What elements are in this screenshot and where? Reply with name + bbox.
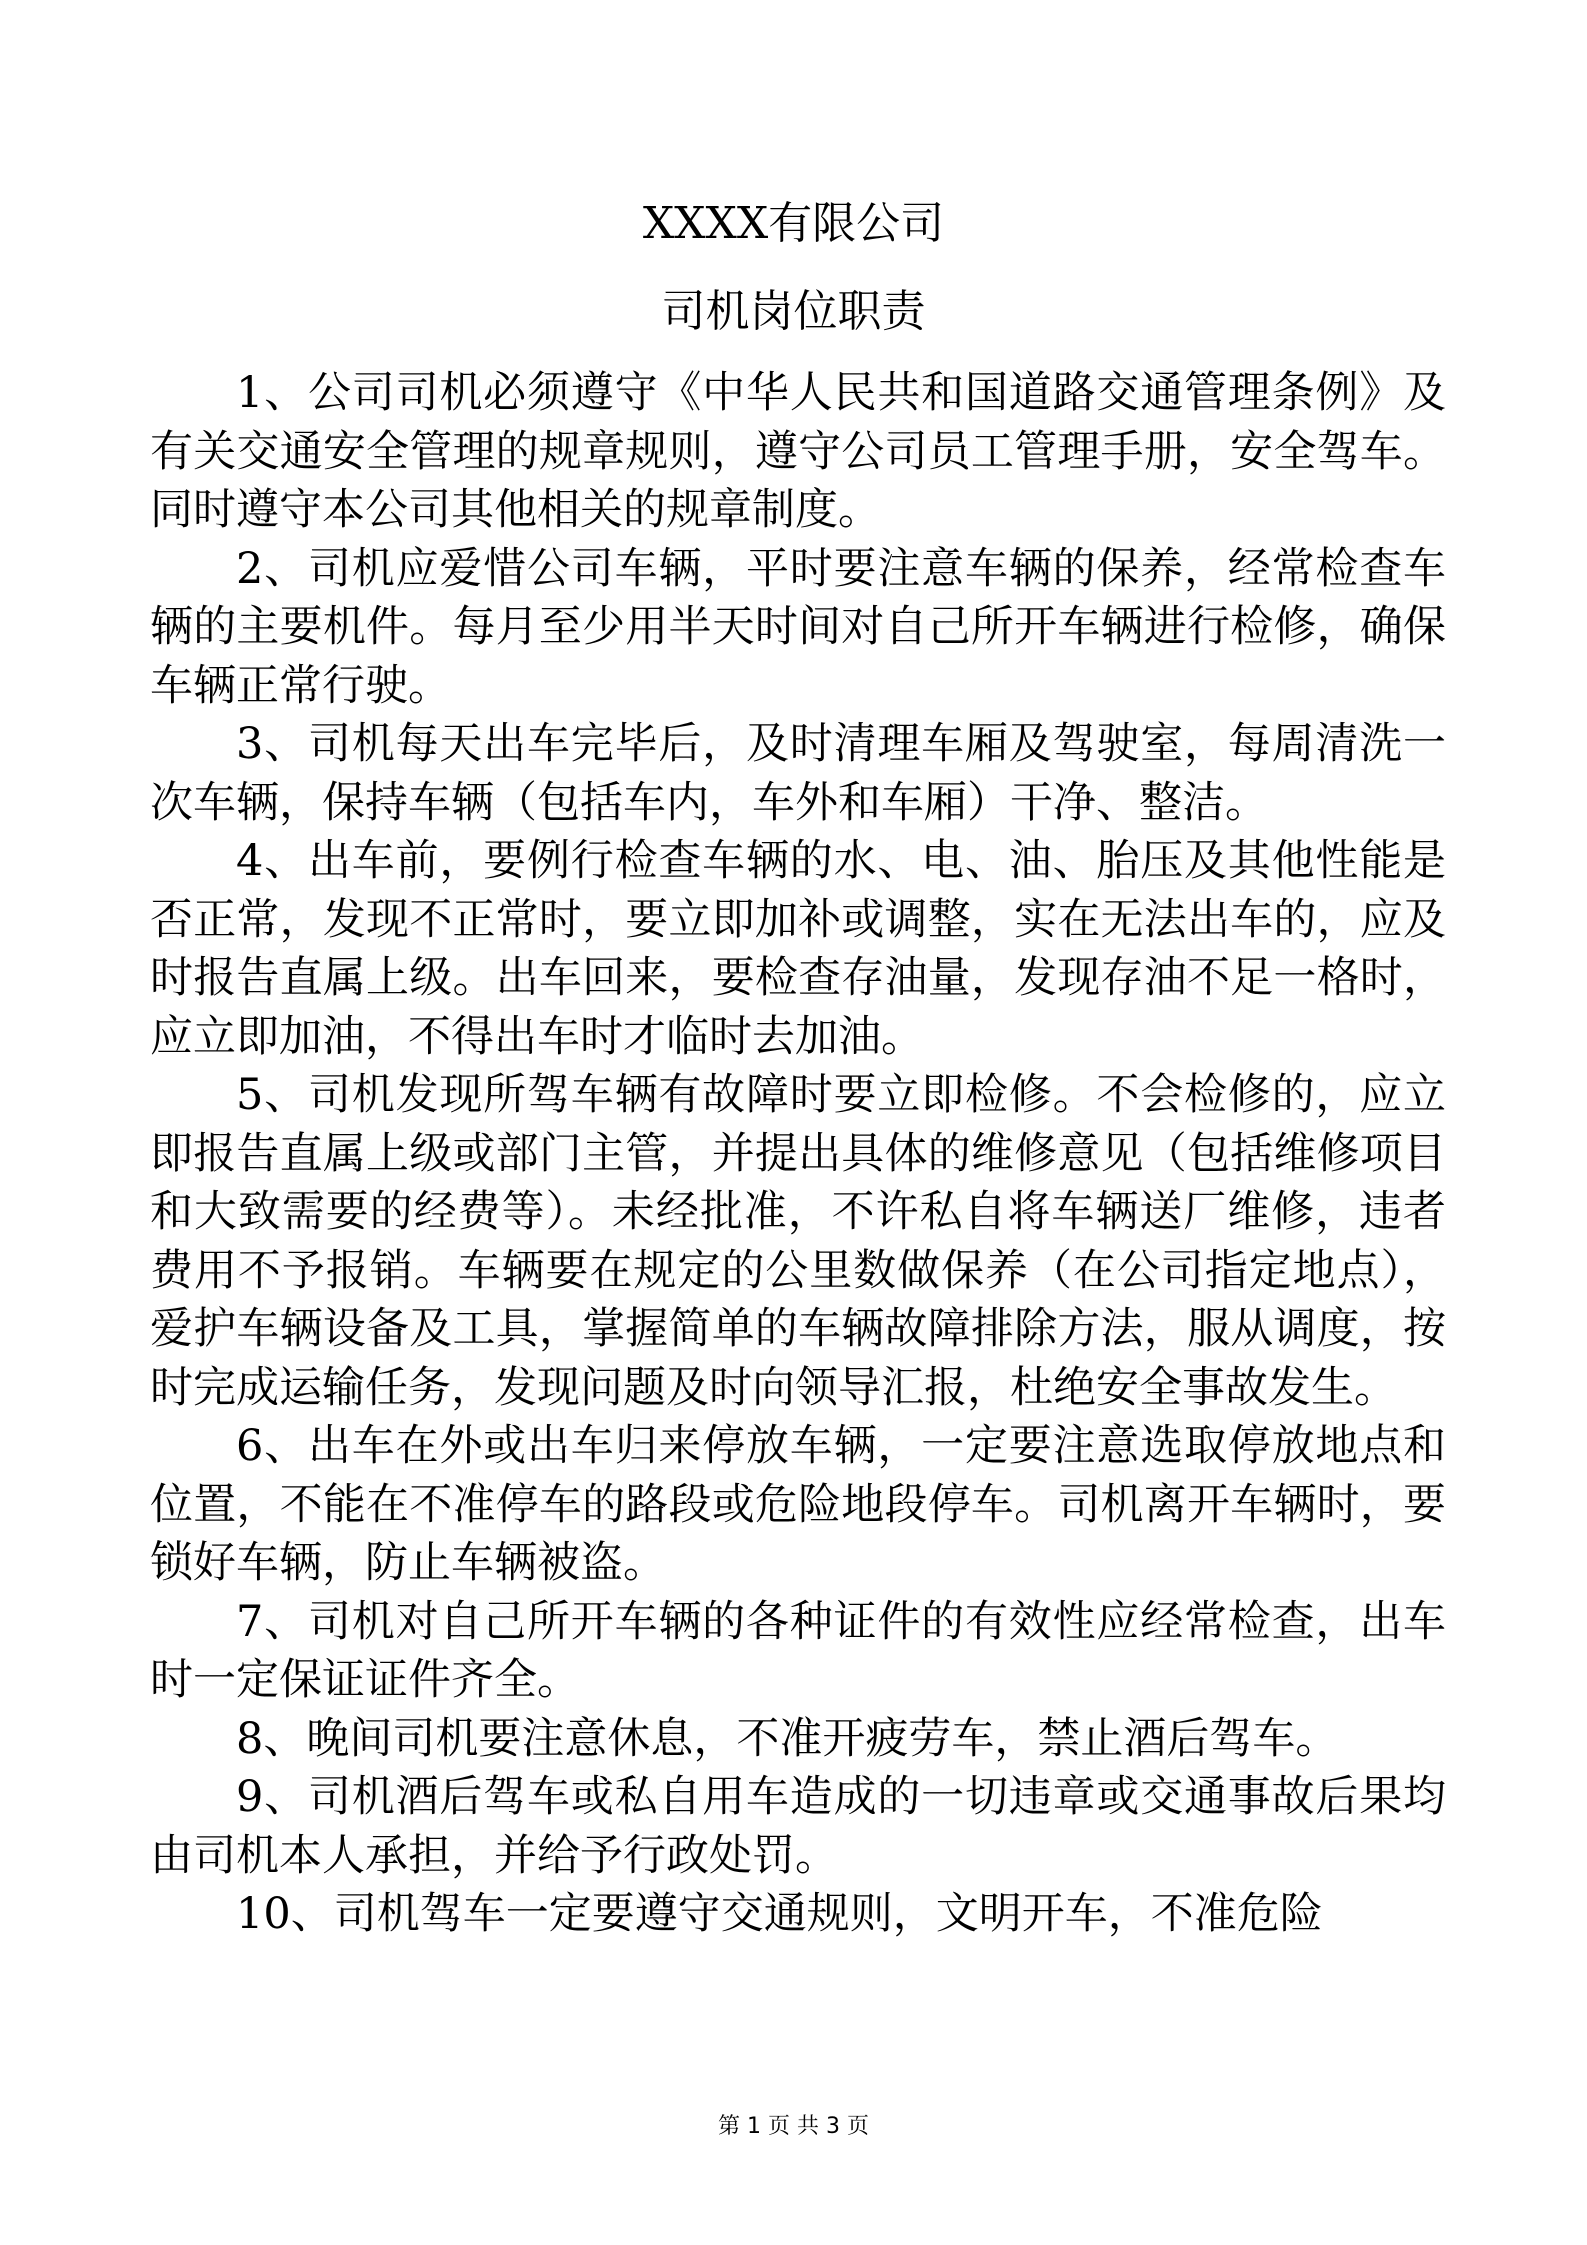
document-body [150, 364, 1446, 1944]
paragraph-6: 6、出车在外或出车归来停放车辆，一定要注意选取停放地点和位置，不能在不准停车的路段或危险地段停车。司机离开车辆时，要锁好车辆，防止车辆被盗。 [150, 1421, 1446, 1588]
paragraph-9: 9、司机酒后驾车或私自用车造成的一切违章或交通事故后果均由司机本人承担，并给予行政处罚。 [150, 1772, 1446, 1881]
paragraph-4: 4、出车前，要例行检查车辆的水、电、油、胎压及其他性能是否正常，发现不正常时，要立即加补或调整，实在无法出车的，应及时报告直属上级。出车回来，要检查存油量，发现存油不足一格时，应立即加油，不得出车时才临时去加油。 [150, 836, 1446, 1062]
paragraph-7: 7、司机对自己所开车辆的各种证件的有效性应经常检查，出车时一定保证证件齐全。 [150, 1596, 1446, 1705]
paragraph-2: 2、司机应爱惜公司车辆，平时要注意车辆的保养，经常检查车辆的主要机件。每月至少用半天时间对自己所开车辆进行检修，确保车辆正常行驶。 [150, 543, 1446, 711]
paragraph-5: 5、司机发现所驾车辆有故障时要立即检修。不会检修的，应立即报告直属上级或部门主管，并提出具体的维修意见（包括维修项目和大致需要的经费等）。未经批准，不许私自将车辆送厂维修，违者费用不予报销。车辆要在规定的公里数做保养（在公司指定地点），爱护车辆设备及工具，掌握简单的车辆故障排除方法，服从调度，按时完成运输任务，发现问题及时向领导汇报，杜绝安全事故发生。 [150, 1070, 1446, 1413]
paragraph-10: 10、司机驾车一定要遵守交通规则，文明开车，不准危险 [236, 1889, 1323, 1939]
paragraph-1: 1、公司司机必须遵守《中华人民共和国道路交通管理条例》及有关交通安全管理的规章规则，遵守公司员工管理手册，安全驾车。同时遵守本公司其他相关的规章制度。 [150, 368, 1446, 535]
paragraph-8: 8、晚间司机要注意休息，不准开疲劳车，禁止酒后驾车。 [236, 1713, 1339, 1764]
page-footer: 第 1 页 共 3 页 [718, 2114, 869, 2139]
paragraph-3: 3、司机每天出车完毕后，及时清理车厢及驾驶室，每周清洗一次车辆，保持车辆（包括车内，车外和车厢）干净、整洁。 [150, 719, 1446, 828]
document-title: 司机岗位职责 [661, 286, 926, 337]
company-name: XXXX有限公司 [642, 198, 945, 249]
